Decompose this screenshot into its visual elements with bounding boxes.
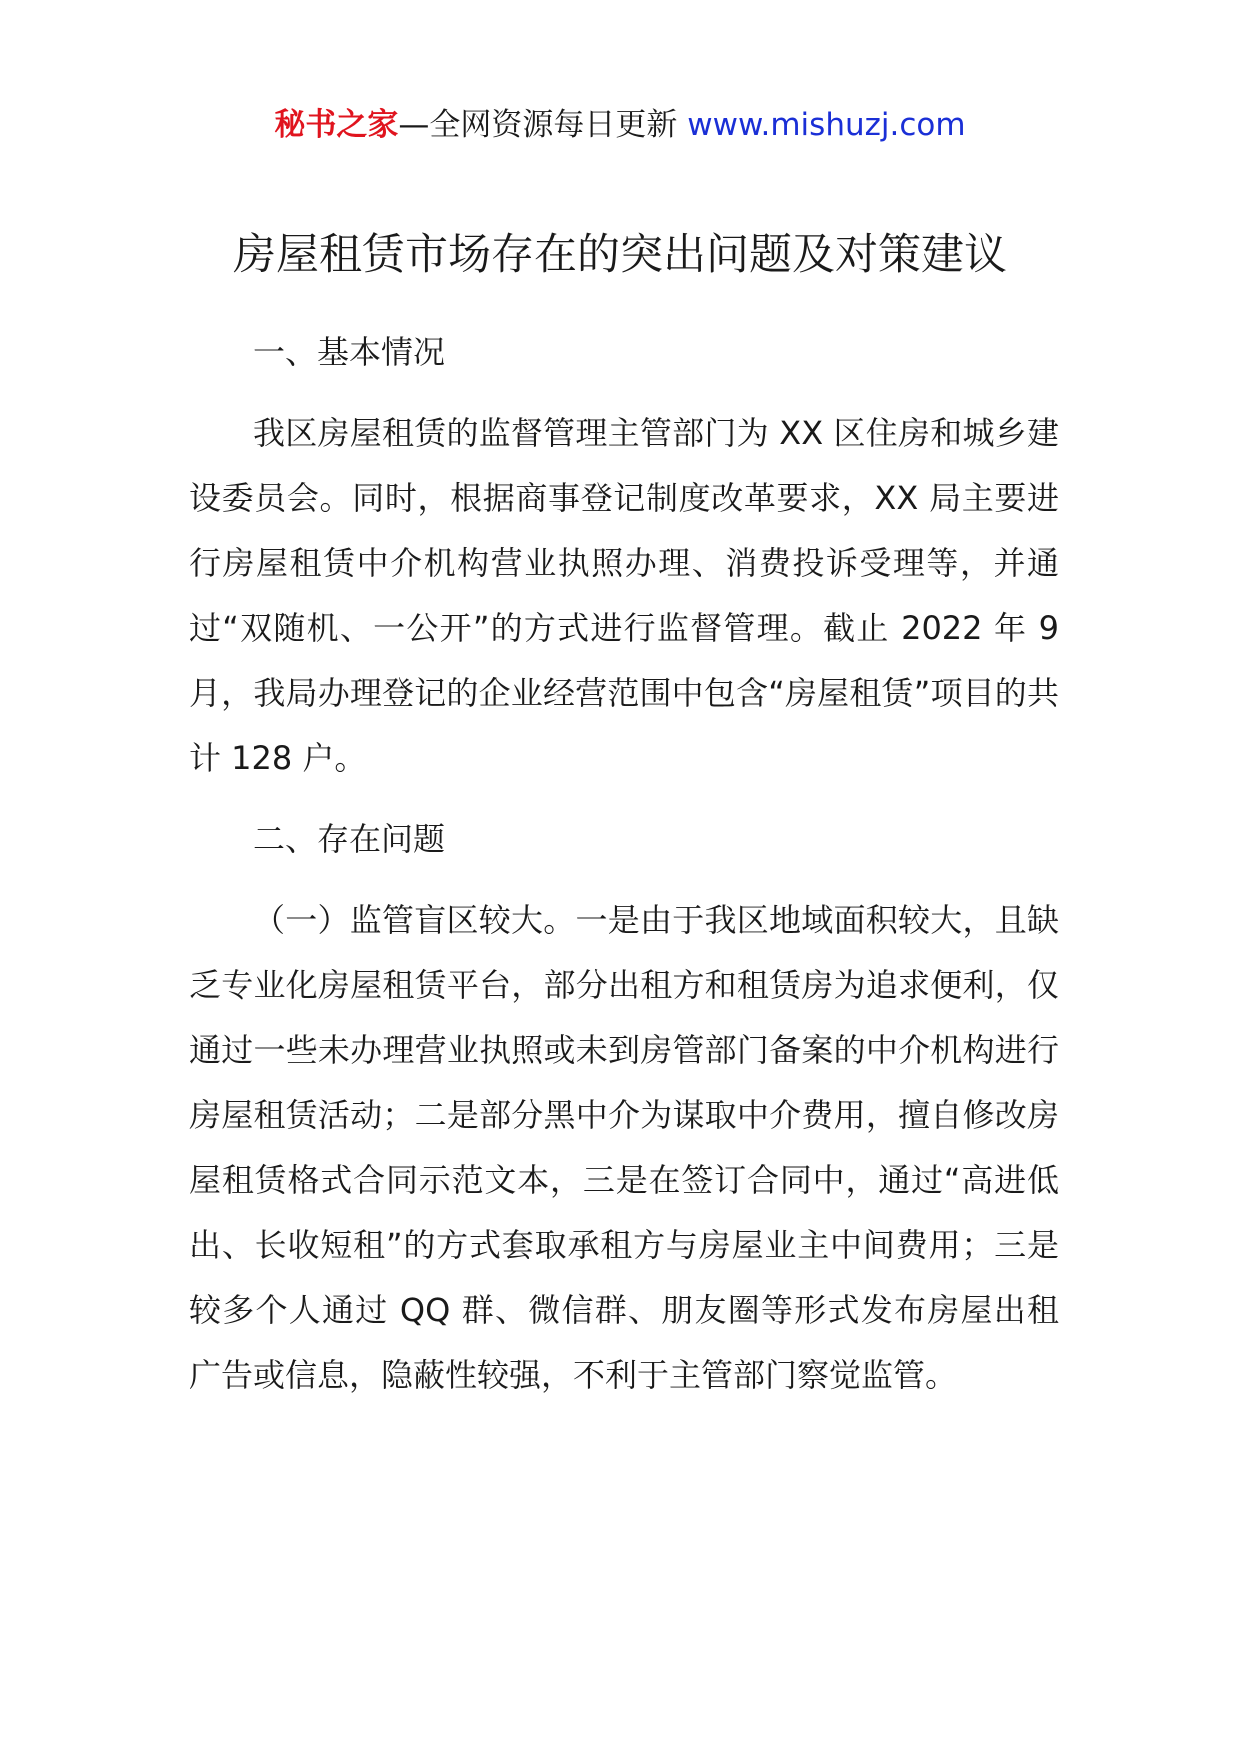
site-header bbox=[0, 100, 1240, 150]
brand-name: 秘书之家 bbox=[274, 107, 399, 143]
paragraph-basic: 我区房屋租赁的监督管理主管部门为 XX 区住房和城乡建设委员会。同时，根据商事登记制度改革要求，XX 局主要进行房屋租赁中介机构营业执照办理、消费投诉受理等，并通过“双随机、一公开”的方式进行监督管理。截止 2022 年 9 月，我局办理登记的企业经营范围中包含“房屋租赁”项目的共计 128 户。 bbox=[189, 414, 1059, 777]
site-url: www.mishuzj.com bbox=[687, 107, 966, 143]
paragraph-problems: （一）监管盲区较大。一是由于我区地域面积较大，且缺乏专业化房屋租赁平台，部分出租方和租赁房为追求便利，仅通过一些未办理营业执照或未到房管部门备案的中介机构进行房屋租赁活动；二是部分黑中介为谋取中介费用，擅自修改房屋租赁格式合同示范文本，三是在签订合同中，通过“高进低出、长收短租”的方式套取承租方与房屋业主中间费用；三是较多个人通过 QQ 群、微信群、朋友圈等形式发布房屋出租广告或信息，隐蔽性较强，不利于主管部门察觉监管。 bbox=[189, 901, 1059, 1394]
document-title: 房屋租赁市场存在的突出问题及对策建议 bbox=[233, 230, 1007, 280]
section-heading-problems: 二、存在问题 bbox=[253, 820, 446, 858]
header-slogan: —全网资源每日更新 bbox=[398, 107, 678, 143]
section-heading-basic: 一、基本情况 bbox=[253, 333, 446, 371]
document-body bbox=[189, 320, 1059, 1408]
